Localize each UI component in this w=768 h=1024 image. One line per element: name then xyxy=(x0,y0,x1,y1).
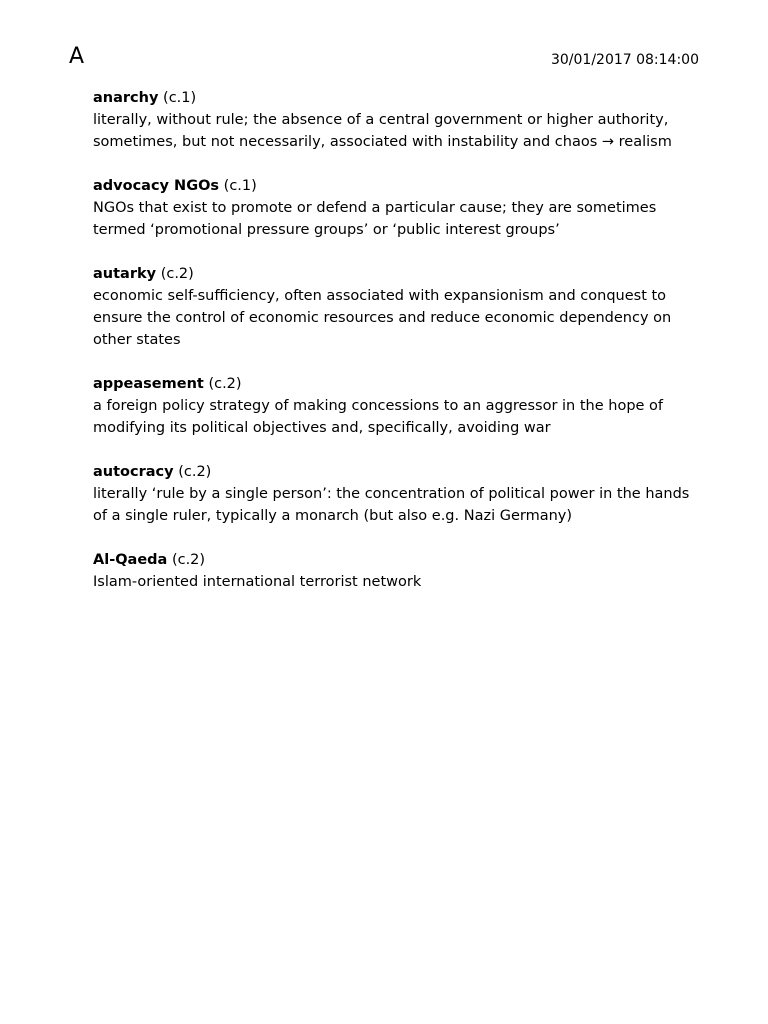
entry-definition: NGOs that exist to promote or defend a particular cause; they are sometimes termed ‘promotional pressure groups’ or ‘public interest groups’ xyxy=(93,200,657,238)
entry-chapter-ref: (c.1) xyxy=(223,178,257,194)
entry-definition: literally ‘rule by a single person’: the concentration of political power in the hands of a single ruler, typically a monarch (but also e.g. Nazi Germany) xyxy=(93,486,690,524)
glossary-entry-al-qaeda xyxy=(93,549,693,593)
entry-chapter-ref: (c.2) xyxy=(208,376,242,392)
entry-definition: a foreign policy strategy of making concessions to an aggressor in the hope of modifying its political objectives and, specifically, avoiding war xyxy=(93,398,664,436)
entry-chapter-ref: (c.1) xyxy=(163,90,197,106)
entry-term: autocracy xyxy=(93,464,174,480)
glossary-entry-advocacy-ngos xyxy=(93,175,693,241)
glossary-entry-anarchy xyxy=(93,87,693,153)
entry-heading xyxy=(93,263,693,285)
entry-definition: economic self-sufficiency, often associated with expansionism and conquest to ensure the control of economic resources and reduce economic dependency on other states xyxy=(93,288,672,348)
entry-heading xyxy=(93,549,693,571)
glossary-entry-appeasement xyxy=(93,373,693,439)
entry-definition: Islam-oriented international terrorist network xyxy=(93,574,422,590)
entry-term: Al-Qaeda xyxy=(93,552,168,568)
entry-chapter-ref: (c.2) xyxy=(160,266,194,282)
glossary-list xyxy=(93,87,693,615)
entry-heading xyxy=(93,373,693,395)
glossary-entry-autocracy xyxy=(93,461,693,527)
entry-chapter-ref: (c.2) xyxy=(171,552,206,568)
entry-term: appeasement xyxy=(93,376,204,392)
glossary-entry-autarky xyxy=(93,263,693,351)
entry-heading xyxy=(93,461,693,483)
entry-definition: literally, without rule; the absence of a central government or higher authority, sometimes, but not necessarily, associated with instability and chaos → realism xyxy=(93,112,672,150)
document-timestamp: 30/01/2017 08:14:00 xyxy=(550,52,699,68)
entry-term: autarky xyxy=(93,266,157,282)
section-letter-heading: A xyxy=(69,44,85,69)
entry-heading xyxy=(93,175,693,197)
entry-heading xyxy=(93,87,693,109)
entry-term: advocacy NGOs xyxy=(93,178,220,194)
entry-chapter-ref: (c.2) xyxy=(178,464,212,480)
entry-term: anarchy xyxy=(93,90,159,106)
